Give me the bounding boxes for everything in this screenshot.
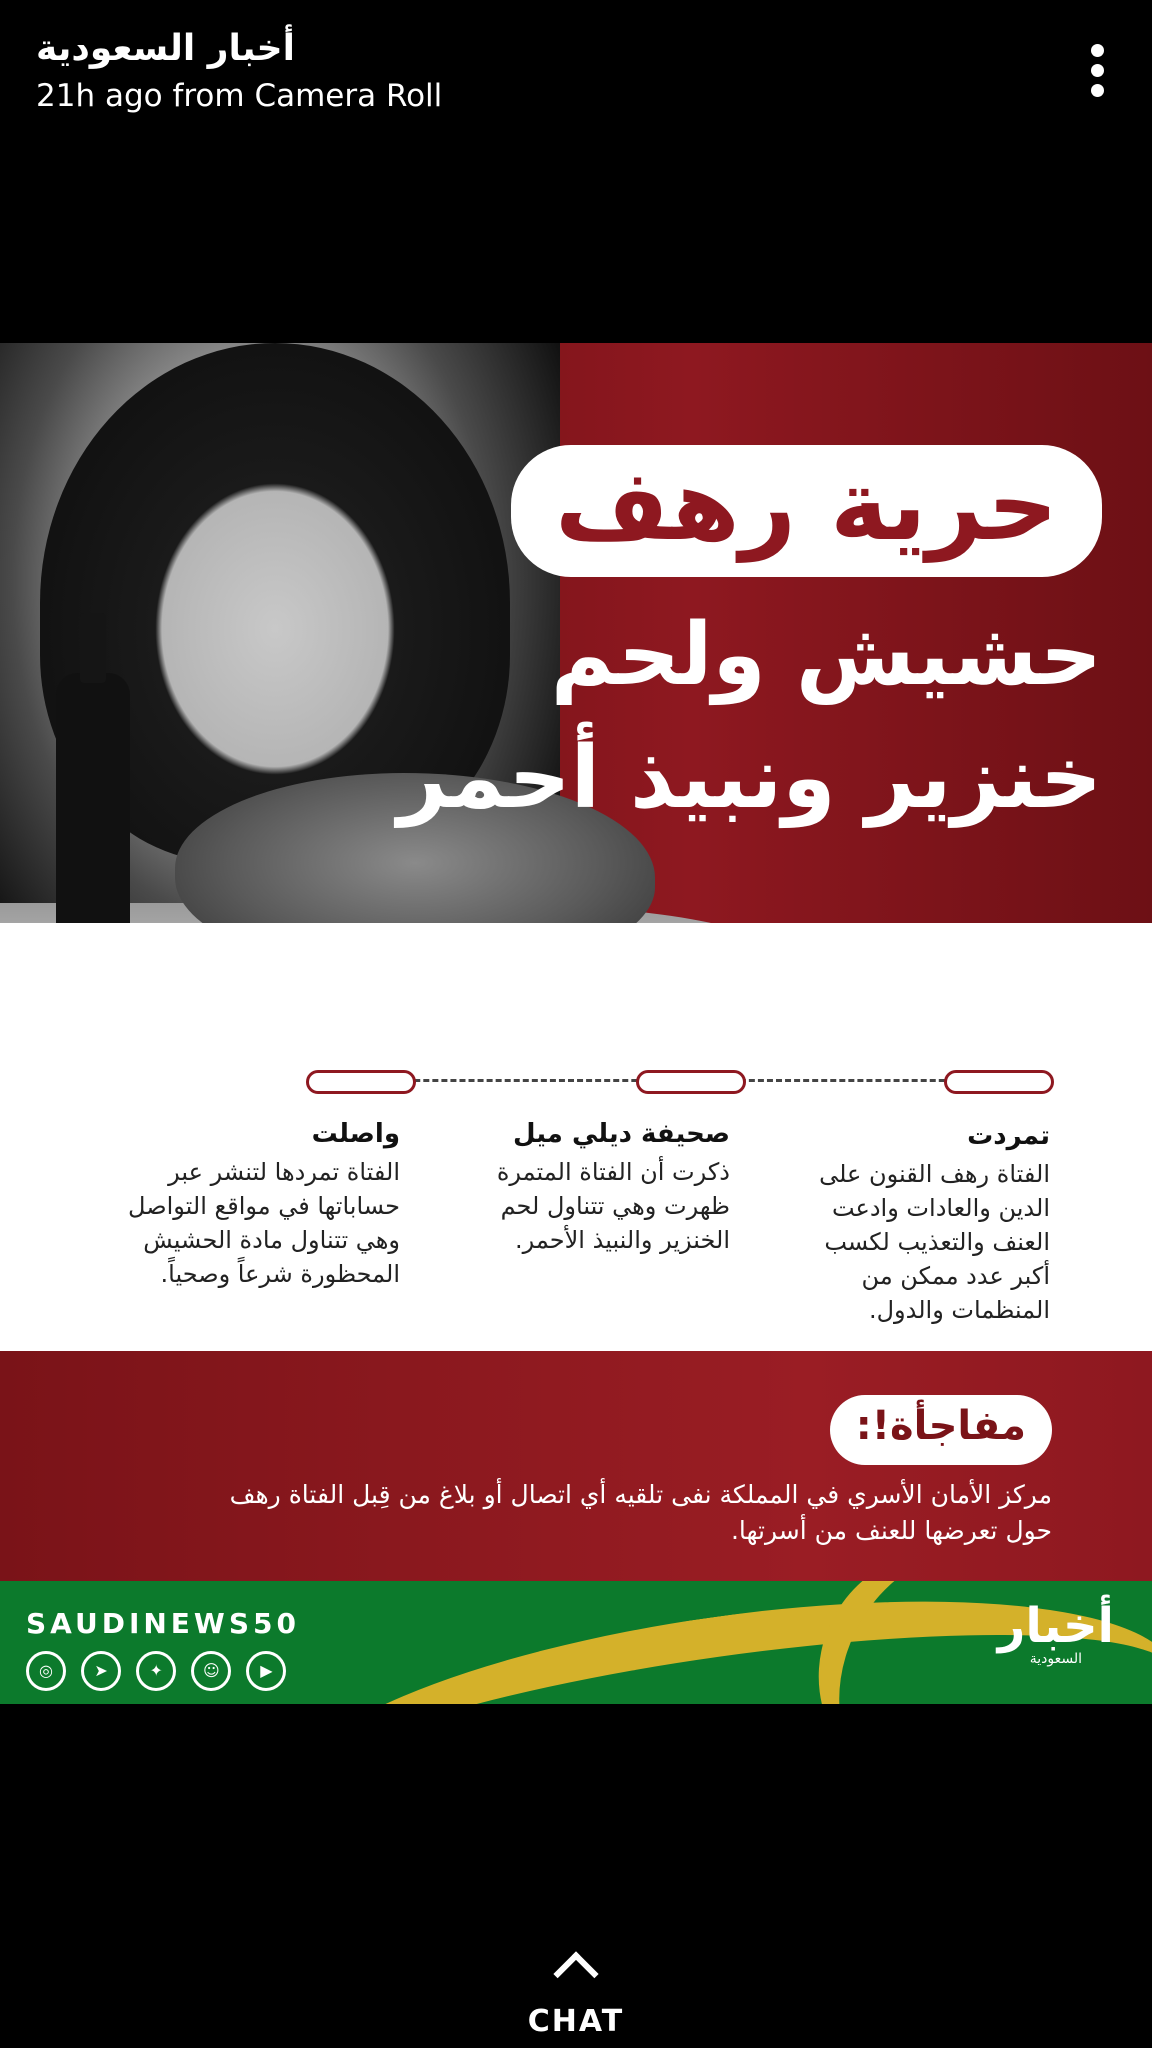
story-image[interactable] [0,343,1152,1704]
more-options-button[interactable] [1082,44,1112,106]
column-body: ذكرت أن الفتاة المتمرة ظهرت وهي تتناول لحم الخنزير والنبيذ الأحمر. [496,1158,730,1254]
column-title: تمردت [967,1121,1050,1151]
wine-bottle-image [56,673,130,963]
timeline-marker [636,1070,746,1094]
story-subtitle: 21h ago from Camera Roll [36,78,443,114]
brand-footer [0,1581,1152,1704]
surprise-label: مفاجأة!: [830,1395,1052,1465]
surprise-section [0,1351,1152,1581]
chat-label: CHAT [527,2004,625,2039]
twitter-icon: ✦ [136,1651,176,1691]
story-title: أخبار السعودية [36,28,295,69]
headline-1: حرية رهف [511,445,1102,577]
chat-button[interactable] [0,1946,1152,2039]
column-title: واصلت [311,1119,400,1149]
more-dot-icon [1091,64,1104,77]
social-icons [26,1651,296,1691]
column-body: الفتاة تمردها لتنشر عبر حساباتها في مواقع التواصل وهي تتناول مادة الحشيش المحظورة شرعاً وصحياً. [128,1158,400,1288]
brand-logo [997,1598,1114,1667]
column-rebelled [790,1121,1050,1327]
timeline-marker [944,1070,1054,1094]
brand-name: SAUDINEWS50 [26,1607,300,1640]
telegram-icon: ➤ [81,1651,121,1691]
more-dot-icon [1091,84,1104,97]
more-dot-icon [1091,44,1104,57]
column-daily-mail [430,1119,730,1257]
column-continued [80,1119,400,1291]
logo-subtitle: السعودية [1029,1651,1082,1667]
logo-title: أخبار [997,1598,1114,1654]
headline-2: حشيش ولحم [550,605,1102,705]
column-body: الفتاة رهف القنون على الدين والعادات وادعت العنف والتعذيب لكسب أكبر عدد ممكن من المنظمات والدول. [819,1160,1050,1324]
instagram-icon: ◎ [26,1651,66,1691]
chevron-up-icon [553,1951,598,1996]
timeline-marker [306,1070,416,1094]
headline-3: خنزير ونبيذ أحمر [397,728,1102,828]
surprise-body: مركز الأمان الأسري في المملكة نفى تلقيه أي اتصال أو بلاغ من قِبل الفتاة رهف حول تعرضها للعنف من أسرتها. [229,1480,1052,1545]
column-title: صحيفة ديلي ميل [512,1119,730,1149]
snapchat-icon: ☺ [191,1651,231,1691]
youtube-icon: ▶ [246,1651,286,1691]
